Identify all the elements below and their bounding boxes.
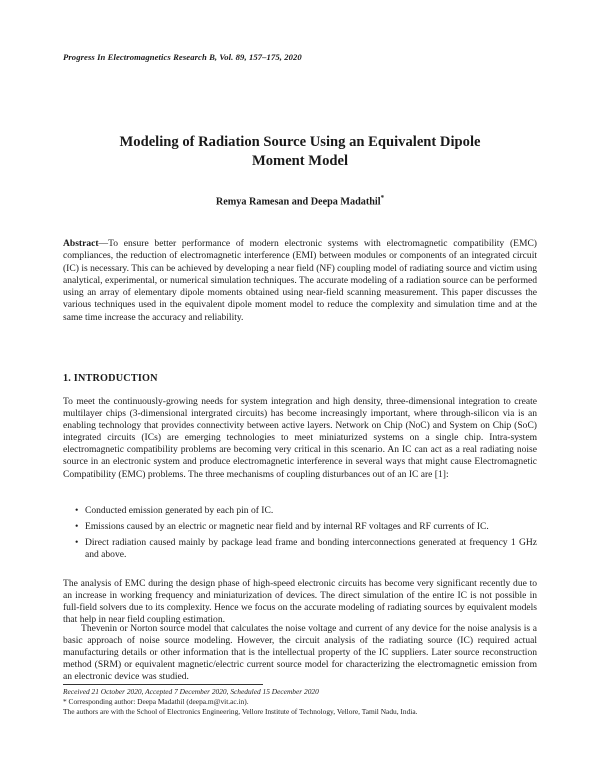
received-dates: Received 21 October 2020, Accepted 7 December 2020, Scheduled 15 December 2020 xyxy=(63,687,319,696)
intro-paragraph-2: The analysis of EMC during the design phase of high-speed electronic circuits has become very significant recently due to an increase in working frequency and miniaturization of devices. The direct simulation of the entire IC is not possible in full-field solvers due to its complexity. Hence we focus on the accurate modeling of radiating sources by equivalent models that help in near field coupling estimation. xyxy=(63,578,537,626)
intro-paragraph-3: Thevenin or Norton source model that calculates the noise voltage and current of any device for the noise analysis is a basic approach of noise source modeling. However, the circuit analysis of the radiating source (IC) required actual manufacturing details or other information that is the intellectual property of the IC suppliers. Later source reconstruction method (SRM) or equivalent magnetic/electric current source model for characterizing the electromagnetic emission from an electronic device was studied. xyxy=(63,623,537,683)
section-heading-introduction: 1. INTRODUCTION xyxy=(63,373,158,384)
corresponding-author-note: * Corresponding author: Deepa Madathil (deepa.m@vit.ac.in). xyxy=(63,697,249,706)
list-item-text: Emissions caused by an electric or magnetic near field and by internal RF voltages and RF currents of IC. xyxy=(85,521,489,533)
coupling-mechanisms-list xyxy=(63,505,537,565)
authors-text: Remya Ramesan and Deepa Madathil xyxy=(215,196,381,208)
footnotes xyxy=(63,687,537,717)
abstract-dash: — xyxy=(98,238,109,249)
list-item-text: Conducted emission generated by each pin of IC. xyxy=(85,505,274,516)
title-line-2: Moment Model xyxy=(251,153,349,169)
list-item-text: Direct radiation caused mainly by package lead frame and bonding interconnections generated at frequency 1 GHz and above. xyxy=(85,537,537,561)
corresponding-author-mark: * xyxy=(380,194,385,202)
paper-title xyxy=(80,133,520,171)
affiliation-note: The authors are with the School of Electronics Engineering, Vellore Institute of Technology, Vellore, Tamil Nadu, India. xyxy=(63,707,418,716)
journal-header: Progress In Electromagnetics Research B, Vol. 89, 157–175, 2020 xyxy=(63,52,302,62)
bullet-icon: • xyxy=(75,505,79,516)
abstract xyxy=(63,238,537,324)
author-list xyxy=(80,194,520,207)
title-line-1: Modeling of Radiation Source Using an Equivalent Dipole xyxy=(119,134,481,150)
bullet-icon: • xyxy=(75,537,79,549)
list-item xyxy=(63,505,537,517)
intro-paragraph-1: To meet the continuously-growing needs for system integration and high density, three-dimensional integration to create multilayer chips (3-dimensional intergrated circuits) has become increasingly important, where through-silicon via is an enabling technology that provides connectivity between active layers. Network on Chip (NoC) and System on Chip (SoC) integrated circuits (ICs) are emerging technologies to meet miniaturized systems on a single chip. Intra-system electromagnetic compatibility problems are becoming very critical in this scenario. An IC can act as a real radiating noise source in an electronic system and produce electromagnetic interference in several ways that might cause Electromagnetic Compatibility (EMC) problems. The three mechanisms of coupling disturbances out of an IC are [1]: xyxy=(63,396,537,480)
footnote-divider xyxy=(63,684,263,685)
bullet-icon: • xyxy=(75,521,79,533)
abstract-label: Abstract xyxy=(63,238,99,249)
abstract-text: To ensure better performance of modern electronic systems with electromagnetic compatibility (EMC) compliances, the reduction of electromagnetic interference (EMI) between modules or components of an integrated circuit (IC) is necessary. This can be achieved by developing a near field (NF) coupling model of radiating source and victim using analytical, experimental, or numerical simulation techniques. The accurate modeling of a radiation source can be performed using an array of elementary dipole moments obtained using near-field scanning measurement. This paper discusses the various techniques used in the equivalent dipole moment model to reduce the complexity and simulation time and at the same time increase the accuracy and reliability. xyxy=(63,238,537,323)
list-item xyxy=(63,521,537,533)
list-item xyxy=(63,537,537,561)
